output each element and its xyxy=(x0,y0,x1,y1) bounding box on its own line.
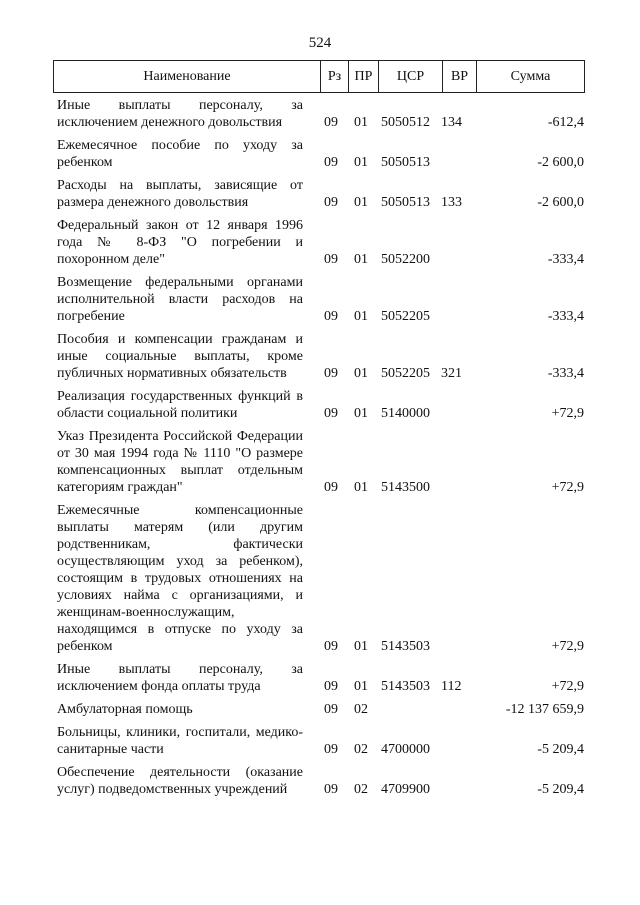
row-rz: 09 xyxy=(324,480,338,495)
row-sum: -612,4 xyxy=(547,115,584,130)
header-rz: Рз xyxy=(321,61,349,92)
table-row xyxy=(57,502,584,655)
page-number: 524 xyxy=(308,35,332,51)
row-rz: 09 xyxy=(324,702,338,717)
row-name: Амбулаторная помощь xyxy=(57,702,193,717)
row-rz: 09 xyxy=(324,252,338,267)
table-row xyxy=(57,388,584,422)
row-sum: +72,9 xyxy=(551,639,584,654)
row-vr: 112 xyxy=(441,679,462,694)
row-csr: 5052200 xyxy=(381,252,430,267)
row-pr: 02 xyxy=(354,742,368,757)
row-rz: 09 xyxy=(324,155,338,170)
row-rz: 09 xyxy=(324,406,338,421)
row-csr: 5050513 xyxy=(381,195,430,210)
row-name: Реализация государственных функций в области социальной политики xyxy=(57,389,303,421)
table-row xyxy=(57,331,584,382)
row-pr: 01 xyxy=(354,252,368,267)
row-name: Федеральный закон от 12 января 1996 года № 8-ФЗ "О погребении и похоронном деле" xyxy=(57,218,303,267)
row-name: Иные выплаты персоналу, за исключением денежного довольствия xyxy=(57,98,303,130)
header-sum: Сумма xyxy=(510,68,551,84)
row-sum: -5 209,4 xyxy=(537,742,584,757)
row-sum: +72,9 xyxy=(551,480,584,495)
table-row xyxy=(57,274,584,325)
row-sum: +72,9 xyxy=(551,406,584,421)
row-pr: 01 xyxy=(354,115,368,130)
row-csr: 5143500 xyxy=(381,480,430,495)
table-row xyxy=(57,97,584,131)
row-csr: 5140000 xyxy=(381,406,430,421)
row-name: Иные выплаты персоналу, за исключением фонда оплаты труда xyxy=(57,662,303,694)
row-sum: -2 600,0 xyxy=(537,195,584,210)
row-pr: 01 xyxy=(354,639,368,654)
row-pr: 01 xyxy=(354,155,368,170)
table-row xyxy=(57,701,584,718)
row-sum: -333,4 xyxy=(547,366,584,381)
row-pr: 01 xyxy=(354,480,368,495)
table-row xyxy=(57,661,584,695)
row-csr: 5052205 xyxy=(381,309,430,324)
row-rz: 09 xyxy=(324,679,338,694)
row-rz: 09 xyxy=(324,115,338,130)
header-pr: ПР xyxy=(349,61,379,92)
row-rz: 09 xyxy=(324,366,338,381)
row-name: Пособия и компенсации гражданам и иные социальные выплаты, кроме публичных нормативных обязательств xyxy=(57,332,303,381)
table-row xyxy=(57,137,584,171)
row-name: Ежемесячное пособие по уходу за ребенком xyxy=(57,138,303,170)
table-body xyxy=(57,97,584,804)
row-vr: 134 xyxy=(441,115,462,130)
table-row xyxy=(57,217,584,268)
table-row xyxy=(57,724,584,758)
row-csr: 5050513 xyxy=(381,155,430,170)
row-csr: 4709900 xyxy=(381,782,430,797)
row-pr: 02 xyxy=(354,702,368,717)
row-pr: 01 xyxy=(354,195,368,210)
row-name: Больницы, клиники, госпитали, медико-санитарные части xyxy=(57,725,303,757)
header-vr: ВР xyxy=(443,61,477,92)
row-sum: -333,4 xyxy=(547,309,584,324)
row-csr: 5050512 xyxy=(381,115,430,130)
header-name: Наименование xyxy=(54,61,321,92)
table-row xyxy=(57,428,584,496)
row-name: Расходы на выплаты, зависящие от размера денежного довольствия xyxy=(57,178,303,210)
table-row xyxy=(57,764,584,798)
row-csr: 5143503 xyxy=(381,679,430,694)
row-csr: 4700000 xyxy=(381,742,430,757)
row-pr: 01 xyxy=(354,366,368,381)
table-row xyxy=(57,177,584,211)
row-sum: +72,9 xyxy=(551,679,584,694)
row-name: Обеспечение деятельности (оказание услуг) подведомственных учреждений xyxy=(57,765,303,797)
row-rz: 09 xyxy=(324,742,338,757)
row-csr: 5052205 xyxy=(381,366,430,381)
row-sum: -2 600,0 xyxy=(537,155,584,170)
row-pr: 01 xyxy=(354,309,368,324)
row-rz: 09 xyxy=(324,639,338,654)
row-rz: 09 xyxy=(324,782,338,797)
row-pr: 02 xyxy=(354,782,368,797)
row-vr: 321 xyxy=(441,366,462,381)
row-sum: -12 137 659,9 xyxy=(505,702,584,717)
row-csr: 5143503 xyxy=(381,639,430,654)
row-sum: -5 209,4 xyxy=(537,782,584,797)
row-vr: 133 xyxy=(441,195,462,210)
row-sum: -333,4 xyxy=(547,252,584,267)
row-pr: 01 xyxy=(354,679,368,694)
row-name: Указ Президента Российской Федерации от 30 мая 1994 года № 1110 "О размере компенсационных выплат отдельным категориям граждан" xyxy=(57,429,303,495)
row-name: Ежемесячные компенсационные выплаты матерям (или другим родственникам, фактически осуществляющим уход за ребенком), состоящим в трудовых отношениях на условиях найма с организациями, и женщинам-военнослужащим, находящимся в отпуске по уходу за ребенком xyxy=(57,503,303,654)
table-header xyxy=(53,60,585,93)
header-csr: ЦСР xyxy=(379,61,443,92)
row-rz: 09 xyxy=(324,195,338,210)
row-rz: 09 xyxy=(324,309,338,324)
row-pr: 01 xyxy=(354,406,368,421)
row-name: Возмещение федеральными органами исполнительной власти расходов на погребение xyxy=(57,275,303,324)
